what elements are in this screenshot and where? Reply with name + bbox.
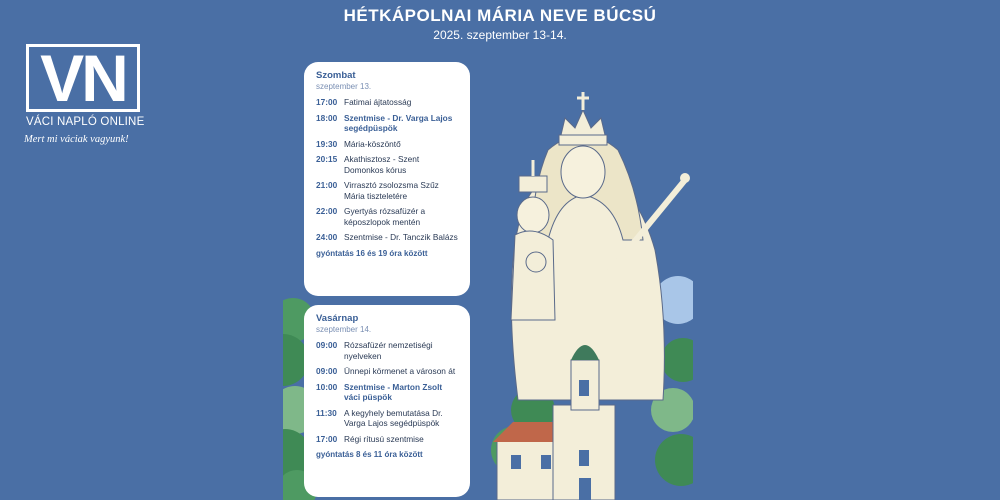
schedule-row [316,139,460,150]
event-text: Szentmise - Dr. Varga Lajos segédpüspök [344,112,453,133]
schedule-row [316,180,460,201]
logo-tagline: Mert mi váciak vagyunk! [24,134,129,145]
event-text: Szentmise - Dr. Tanczik Balázs [344,232,458,242]
day-date: szeptember 14. [316,325,372,334]
event-time: 21:00 [316,180,338,190]
event-text: Ünnepi körmenet a városon át [344,366,456,376]
schedule-row [316,340,460,361]
schedule-row [316,113,460,134]
day-title: Szombat [316,70,356,81]
event-text: Fatimai ájtatosság [344,97,412,107]
event-text: Szentmise - Marton Zsolt váci püspök [344,381,443,402]
event-time: 20:15 [316,154,338,164]
event-time: 17:00 [316,97,338,107]
logo-letters: VN [40,41,126,115]
schedule-row [316,382,460,403]
event-text: Régi rítusú szentmise [344,433,424,444]
event-text: Virrasztó zsolozsma Szűz Mária tiszteletére [344,180,439,201]
event-text: Rózsafüzér nemzetiségi nyelveken [344,340,433,361]
event-text: A kegyhely bemutatása Dr. Varga Lajos segédpüspök [344,407,443,428]
event-time: 24:00 [316,232,338,242]
event-text: Mária-köszöntő [344,138,401,149]
logo[interactable] [26,41,140,115]
schedule-row [316,408,460,429]
day-date: szeptember 13. [316,82,372,91]
event-time: 10:00 [316,381,338,392]
event-text: Gyertyás rózsafüzér a képoszlopok mentén [344,206,426,227]
event-time: 22:00 [316,206,338,216]
schedule-row [316,154,460,175]
event-time: 17:00 [316,433,338,444]
schedule-row [316,232,460,243]
day-title: Vasárnap [316,313,359,324]
event-time: 19:30 [316,138,338,149]
event-time: 11:30 [316,407,337,418]
event-time: 09:00 [316,366,338,376]
schedule-row [316,206,460,227]
crown-icon [559,92,607,145]
confession-note: gyóntatás 16 és 19 óra között [316,248,428,258]
event-list [316,97,460,243]
confession-note: gyóntatás 8 és 11 óra között [316,450,423,459]
schedule-row [316,366,460,377]
page-title: HÉTKÁPOLNAI MÁRIA NEVE BÚCSÚ [343,6,657,25]
saturday-schedule-card [304,62,470,296]
schedule-row [316,97,460,108]
event-time: 09:00 [316,340,338,350]
event-date: 2025. szeptember 13-14. [433,28,567,42]
event-time: 18:00 [316,112,338,123]
event-text: Akathisztosz - Szent Domonkos kórus [344,154,420,175]
event-list [316,340,460,444]
schedule-row [316,434,460,445]
logo-name: VÁCI NAPLÓ ONLINE [26,116,145,128]
sunday-schedule-card [304,305,470,497]
